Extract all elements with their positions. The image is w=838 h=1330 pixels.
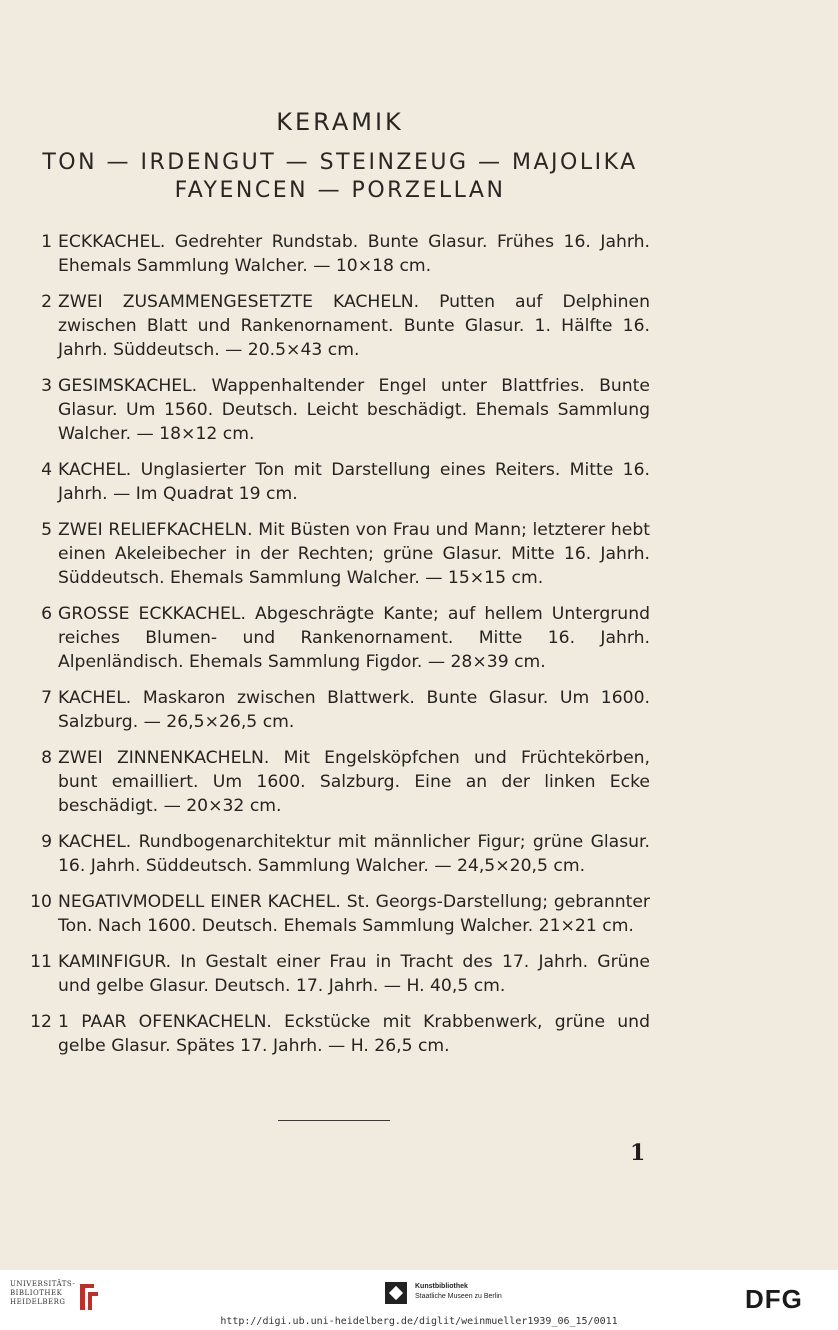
catalog-entry [20, 374, 650, 446]
catalog-entry [20, 458, 650, 506]
entry-number: 12 [30, 1012, 52, 1032]
page-title: KERAMIK [276, 108, 404, 136]
entry-number: 3 [41, 376, 52, 396]
entry-number: 10 [30, 892, 52, 912]
footer-bar [0, 1270, 838, 1330]
university-library-logo[interactable] [10, 1280, 110, 1320]
page-number: 1 [630, 1140, 646, 1166]
catalog-entry [20, 890, 650, 938]
kunstbibliothek-logo[interactable] [385, 1282, 545, 1312]
uni-line-2: BIBLIOTHEK [10, 1289, 63, 1297]
entry-text: ZWEI ZINNENKACHELN. Mit Engelsköpfchen und Früchtekörben, bunt emailliert. Um 1600. Salzburg. Eine an der linken Ecke beschädigt. — 20×32 cm. [58, 748, 650, 816]
catalog-entry [20, 746, 650, 818]
entry-number: 6 [41, 604, 52, 624]
entry-text: 1 PAAR OFENKACHELN. Eckstücke mit Krabbenwerk, grüne und gelbe Glasur. Spätes 17. Jahrh. — H. 26,5 cm. [58, 1012, 650, 1056]
university-library-name [10, 1280, 76, 1307]
entry-text: KACHEL. Unglasierter Ton mit Darstellung eines Reiters. Mitte 16. Jahrh. — Im Quadrat 19 cm. [58, 460, 650, 504]
entry-text: GROSSE ECKKACHEL. Abgeschrägte Kante; auf hellem Untergrund reiches Blumen- und Rankenornament. Mitte 16. Jahrh. Alpenländisch. Ehemals Sammlung Figdor. — 28×39 cm. [58, 604, 650, 672]
page-subtitle-line-1: TON — IRDENGUT — STEINZEUG — MAJOLIKA [42, 150, 638, 175]
entry-text: KAMINFIGUR. In Gestalt einer Frau in Tracht des 17. Jahrh. Grüne und gelbe Glasur. Deutsch. 17. Jahrh. — H. 40,5 cm. [58, 952, 650, 996]
uni-line-1: UNIVERSITÄTS- [10, 1280, 76, 1288]
university-emblem-icon [76, 1280, 102, 1314]
entry-text: ECKKACHEL. Gedrehter Rundstab. Bunte Glasur. Frühes 16. Jahrh. Ehemals Sammlung Walcher. — 10×18 cm. [58, 232, 650, 276]
catalog-entry [20, 518, 650, 590]
entry-text: NEGATIVMODELL EINER KACHEL. St. Georgs-Darstellung; gebrannter Ton. Nach 1600. Deutsch. Ehemals Sammlung Walcher. 21×21 cm. [58, 892, 650, 936]
section-divider [278, 1120, 390, 1121]
entry-number: 4 [41, 460, 52, 480]
entry-number: 5 [41, 520, 52, 540]
uni-line-3: HEIDELBERG [10, 1298, 66, 1306]
catalog-entry [20, 686, 650, 734]
entry-number: 11 [30, 952, 52, 972]
catalog-entry [20, 1010, 650, 1058]
entry-number: 7 [41, 688, 52, 708]
entry-text: KACHEL. Rundbogenarchitektur mit männlicher Figur; grüne Glasur. 16. Jahrh. Süddeutsch. Sammlung Walcher. — 24,5×20,5 cm. [58, 832, 650, 876]
entry-number: 9 [41, 832, 52, 852]
page-subtitle-line-2: FAYENCEN — PORZELLAN [174, 178, 506, 203]
entry-text: ZWEI ZUSAMMENGESETZTE KACHELN. Putten auf Delphinen zwischen Blatt und Rankenornament. Bunte Glasur. 1. Hälfte 16. Jahrh. Süddeutsch. — 20.5×43 cm. [58, 292, 650, 360]
catalog-entry [20, 830, 650, 878]
kb-line-1: Kunstbibliothek [415, 1283, 468, 1290]
entry-number: 2 [41, 292, 52, 312]
kunstbibliothek-name [415, 1282, 502, 1302]
catalog-entry [20, 950, 650, 998]
dfg-logo[interactable]: DFG [745, 1284, 803, 1314]
entry-text: KACHEL. Maskaron zwischen Blattwerk. Bunte Glasur. Um 1600. Salzburg. — 26,5×26,5 cm. [58, 688, 650, 732]
source-url[interactable]: http://digi.ub.uni-heidelberg.de/diglit/weinmueller1939_06_15/0011 [220, 1316, 618, 1327]
kunstbibliothek-icon [385, 1282, 407, 1304]
entry-number: 1 [41, 232, 52, 252]
kb-line-2: Staatliche Museen zu Berlin [415, 1293, 502, 1300]
entry-text: ZWEI RELIEFKACHELN. Mit Büsten von Frau und Mann; letzterer hebt einen Akeleibecher in der Rechten; grüne Glasur. Mitte 16. Jahrh. Süddeutsch. Ehemals Sammlung Walcher. — 15×15 cm. [58, 520, 650, 588]
catalog-entry [20, 230, 650, 278]
entry-text: GESIMSKACHEL. Wappenhaltender Engel unter Blattfries. Bunte Glasur. Um 1560. Deutsch. Leicht beschädigt. Ehemals Sammlung Walcher. — 18×12 cm. [58, 376, 650, 444]
catalog-entry [20, 602, 650, 674]
catalog-entries [20, 230, 650, 1070]
catalog-entry [20, 290, 650, 362]
entry-number: 8 [41, 748, 52, 768]
